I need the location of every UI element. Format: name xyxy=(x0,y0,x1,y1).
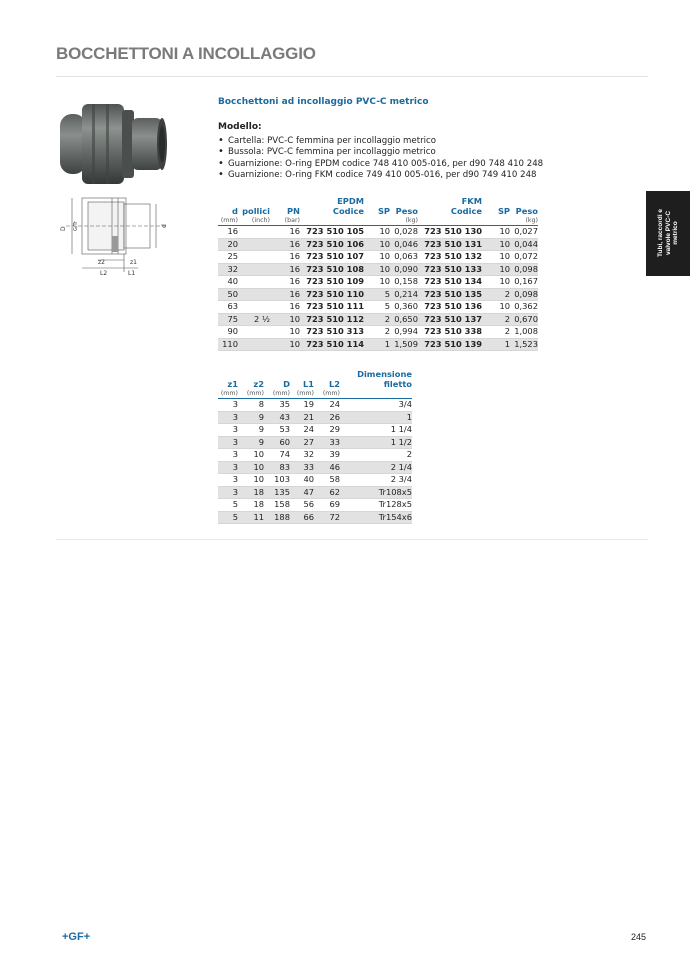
table-cell: 0,063 xyxy=(394,251,418,261)
table-cell: 723 510 114 xyxy=(306,338,364,349)
unit-label xyxy=(418,216,482,226)
title-divider xyxy=(56,76,648,77)
table-row xyxy=(218,326,538,339)
table-cell: 16 xyxy=(289,301,300,311)
page-number: 245 xyxy=(631,932,647,942)
table-cell: 43 xyxy=(279,411,290,422)
table-cell xyxy=(238,251,270,264)
table-cell: 723 510 137 xyxy=(424,313,482,324)
unit-label: (inch) xyxy=(238,216,270,226)
table-cell: 0,360 xyxy=(394,301,418,311)
table-cell: 24 xyxy=(303,424,314,434)
table-cell: 0,098 xyxy=(514,263,538,274)
list-item: • Guarnizione: O-ring EPDM codice 748 410 005-016, per d90 748 410 248 xyxy=(218,159,543,170)
table-cell: 3 xyxy=(232,411,238,422)
codes-table xyxy=(218,196,538,351)
table-cell: 62 xyxy=(329,486,340,497)
table-cell: 10 xyxy=(499,276,510,286)
table-cell: 1 1/4 xyxy=(390,424,412,434)
table-cell: 25 xyxy=(227,251,238,261)
table-cell: 2 xyxy=(406,449,412,459)
table-row xyxy=(218,449,412,462)
table-cell: 16 xyxy=(289,226,300,236)
table-row xyxy=(218,411,412,424)
table-cell: 0,027 xyxy=(514,226,538,236)
table-cell: 2 xyxy=(504,313,510,324)
table-cell: 10 xyxy=(289,313,300,324)
table-cell: 0,158 xyxy=(394,276,418,286)
table-row xyxy=(218,474,412,487)
table-cell: 10 xyxy=(499,263,510,274)
table-cell xyxy=(238,326,270,339)
table-cell: 0,994 xyxy=(394,326,418,336)
table-cell: 10 xyxy=(379,263,390,274)
table-row xyxy=(218,436,412,449)
col-header-peso2: Peso xyxy=(515,206,538,216)
technical-drawing xyxy=(58,190,174,282)
table-cell: 90 xyxy=(227,326,238,336)
table-cell: 3 xyxy=(232,461,238,472)
table-cell: 16 xyxy=(289,276,300,286)
unit-label xyxy=(300,216,364,226)
unit-label: (bar) xyxy=(270,216,300,226)
list-item: • Guarnizione: O-ring FKM codice 749 410 005-016, per d90 749 410 248 xyxy=(218,170,543,181)
unit-label: (mm) xyxy=(264,389,290,399)
table-cell: 50 xyxy=(227,288,238,299)
table-cell: 24 xyxy=(329,399,340,409)
table-cell: 58 xyxy=(329,474,340,484)
table-cell: 0,090 xyxy=(394,263,418,274)
table-cell: 723 510 130 xyxy=(424,226,482,236)
table-cell: 1,523 xyxy=(514,338,538,349)
table-cell: 5 xyxy=(232,499,238,509)
table-cell: 63 xyxy=(227,301,238,311)
drawing-label-D: D xyxy=(60,226,67,231)
table-units-row xyxy=(218,389,412,399)
table-cell: 83 xyxy=(279,461,290,472)
table-cell: Tr154x6 xyxy=(378,511,412,522)
table-cell: 10 xyxy=(289,326,300,336)
table-cell: 10 xyxy=(379,251,390,261)
table-cell: 53 xyxy=(279,424,290,434)
table-cell: 27 xyxy=(303,436,314,447)
table-cell: 723 510 112 xyxy=(306,313,364,324)
table-cell: 60 xyxy=(279,436,290,447)
table-cell: 723 510 139 xyxy=(424,338,482,349)
table-cell: 0,098 xyxy=(514,288,538,299)
table-cell: 20 xyxy=(227,238,238,249)
table-row xyxy=(218,499,412,512)
table-cell: 32 xyxy=(303,449,314,459)
table-cell: 3 xyxy=(232,449,238,459)
table-cell: 10 xyxy=(289,338,300,349)
table-cell: 723 510 135 xyxy=(424,288,482,299)
table-cell: 16 xyxy=(227,226,238,236)
table-cell: 1 xyxy=(384,338,390,349)
col-header-peso: Peso xyxy=(395,206,418,216)
unit-label xyxy=(340,389,412,399)
table-cell: 1 xyxy=(406,411,412,422)
table-cell: 35 xyxy=(279,399,290,409)
table-cell: 2 xyxy=(384,313,390,324)
table-cell: 47 xyxy=(303,486,314,497)
table-cell: 8 xyxy=(258,399,264,409)
table-cell: 10 xyxy=(379,226,390,236)
table-cell: 40 xyxy=(227,276,238,286)
col-header-epdm: EPDM Codice xyxy=(332,196,364,216)
table-cell: 10 xyxy=(253,461,264,472)
table-cell: 135 xyxy=(274,486,290,497)
product-title: Bocchettoni ad incollaggio PVC-C metrico xyxy=(218,97,429,107)
table-row xyxy=(218,263,538,276)
table-cell: 10 xyxy=(499,238,510,249)
col-header-z2: z2 xyxy=(253,379,264,389)
table-cell: 723 510 106 xyxy=(306,238,364,249)
model-list xyxy=(218,136,543,181)
table-cell: 16 xyxy=(289,263,300,274)
unit-label: (mm) xyxy=(238,389,264,399)
table-cell: 723 510 134 xyxy=(424,276,482,286)
table-cell: 66 xyxy=(303,511,314,522)
table-cell: 2 xyxy=(504,288,510,299)
gf-logo: +GF+ xyxy=(62,931,91,943)
drawing-label-L1: L1 xyxy=(128,270,136,277)
col-header-sp: SP xyxy=(377,206,390,216)
table-cell: 110 xyxy=(222,338,238,349)
table-row xyxy=(218,288,538,301)
table-cell: 723 510 111 xyxy=(306,301,364,311)
table-cell: 1 1/2 xyxy=(390,436,412,447)
table-cell: 723 510 133 xyxy=(424,263,482,274)
model-label: Modello: xyxy=(218,122,262,132)
table-cell: 10 xyxy=(253,474,264,484)
table-cell xyxy=(238,226,270,239)
section-tab-label: Tubi, raccordi e valvole PVC-C metrico xyxy=(656,209,679,257)
table-cell: 5 xyxy=(384,288,390,299)
table-cell xyxy=(238,263,270,276)
table-cell: 3 xyxy=(232,399,238,409)
table-cell: Tr108x5 xyxy=(378,486,412,497)
table-cell: 10 xyxy=(499,226,510,236)
table-cell: 10 xyxy=(379,238,390,249)
table-cell: 18 xyxy=(253,486,264,497)
table-cell xyxy=(238,301,270,314)
table-cell: 72 xyxy=(329,511,340,522)
table-cell: 10 xyxy=(499,251,510,261)
unit-label: (mm) xyxy=(290,389,314,399)
table-cell: 723 510 107 xyxy=(306,251,364,261)
col-header-d: d xyxy=(232,206,238,216)
table-row xyxy=(218,461,412,474)
table-cell: 723 510 338 xyxy=(424,326,482,336)
table-cell: 0,362 xyxy=(514,301,538,311)
table-cell: 46 xyxy=(329,461,340,472)
table-cell: 0,072 xyxy=(514,251,538,261)
table-cell: 19 xyxy=(303,399,314,409)
table-cell: 56 xyxy=(303,499,314,509)
table-cell: 21 xyxy=(303,411,314,422)
table-row xyxy=(218,424,412,437)
table-cell: 2 xyxy=(504,326,510,336)
table-cell: 1,008 xyxy=(514,326,538,336)
col-header-pollici: pollici xyxy=(242,206,270,216)
table-cell: 0,044 xyxy=(514,238,538,249)
table-cell: 723 510 105 xyxy=(306,226,364,236)
table-cell: 0,167 xyxy=(514,276,538,286)
drawing-label-L2: L2 xyxy=(100,270,108,277)
table-cell: 1 xyxy=(504,338,510,349)
table-cell: 3 xyxy=(232,486,238,497)
table-cell: 26 xyxy=(329,411,340,422)
table-cell: Tr128x5 xyxy=(378,499,412,509)
table-row xyxy=(218,238,538,251)
table-cell: 18 xyxy=(253,499,264,509)
table-cell: 2 ½ xyxy=(254,313,270,324)
dimensions-table xyxy=(218,369,412,524)
table-cell xyxy=(238,338,270,351)
col-header-L2: L2 xyxy=(328,379,340,389)
table-cell: 74 xyxy=(279,449,290,459)
table-cell: 103 xyxy=(274,474,290,484)
table-cell: 16 xyxy=(289,251,300,261)
table-cell: 32 xyxy=(227,263,238,274)
table-cell: 723 510 313 xyxy=(306,326,364,336)
table-cell: 0,028 xyxy=(394,226,418,236)
table-cell: 39 xyxy=(329,449,340,459)
table-cell: 9 xyxy=(258,411,264,422)
table-cell: 188 xyxy=(274,511,290,522)
table-cell: 29 xyxy=(329,424,340,434)
table-row xyxy=(218,399,412,412)
table-cell: 16 xyxy=(289,238,300,249)
table-cell: 2 1/4 xyxy=(390,461,412,472)
page-title: BOCCHETTONI A INCOLLAGGIO xyxy=(56,44,316,63)
unit-label xyxy=(364,216,390,226)
table-cell: 3/4 xyxy=(398,399,412,409)
unit-label: (mm) xyxy=(218,216,238,226)
table-cell: 40 xyxy=(303,474,314,484)
unit-label xyxy=(482,216,510,226)
table-cell: 723 510 108 xyxy=(306,263,364,274)
product-photo xyxy=(58,96,174,188)
table-cell xyxy=(238,288,270,301)
section-tab[interactable] xyxy=(646,191,690,276)
unit-label: (mm) xyxy=(314,389,340,399)
unit-label: (mm) xyxy=(218,389,238,399)
table-row xyxy=(218,338,538,351)
table-cell xyxy=(238,276,270,289)
table-cell: 33 xyxy=(329,436,340,447)
table-cell: 69 xyxy=(329,499,340,509)
table-row xyxy=(218,226,538,239)
table-cell: 2 3/4 xyxy=(390,474,412,484)
table-header-row xyxy=(218,196,538,216)
table-cell: 5 xyxy=(232,511,238,522)
unit-label: (kg) xyxy=(510,216,538,226)
table-cell: 33 xyxy=(303,461,314,472)
table-header-row xyxy=(218,369,412,389)
table-cell: 16 xyxy=(289,288,300,299)
table-row xyxy=(218,511,412,524)
drawing-label-d: d xyxy=(161,224,168,228)
table-cell: 0,214 xyxy=(394,288,418,299)
table-cell: 723 510 132 xyxy=(424,251,482,261)
unit-label: (kg) xyxy=(390,216,418,226)
table-cell: 9 xyxy=(258,436,264,447)
col-header-sp2: SP xyxy=(497,206,510,216)
table-row xyxy=(218,251,538,264)
table-cell: 723 510 110 xyxy=(306,288,364,299)
table-cell: 723 510 109 xyxy=(306,276,364,286)
drawing-label-z1: z1 xyxy=(130,259,137,266)
list-item: • Cartella: PVC-C femmina per incollaggio metrico xyxy=(218,136,543,147)
table-cell: 3 xyxy=(232,474,238,484)
table-cell xyxy=(238,238,270,251)
table-cell: 9 xyxy=(258,424,264,434)
col-header-pn: PN xyxy=(286,206,300,216)
content-divider xyxy=(56,539,648,540)
table-cell: 1,509 xyxy=(394,338,418,349)
table-cell: 2 xyxy=(384,326,390,336)
table-cell: 75 xyxy=(227,313,238,324)
table-cell: 5 xyxy=(384,301,390,311)
col-header-z1: z1 xyxy=(227,379,238,389)
drawing-label-z2: z2 xyxy=(98,259,105,266)
table-cell: 11 xyxy=(253,511,264,522)
col-header-D: D xyxy=(283,379,290,389)
table-cell: 0,670 xyxy=(514,313,538,324)
table-cell: 158 xyxy=(274,499,290,509)
table-cell: 723 510 131 xyxy=(424,238,482,249)
col-header-fkm: FKM Codice xyxy=(450,196,482,216)
table-cell: 3 xyxy=(232,436,238,447)
table-units-row xyxy=(218,216,538,226)
table-row xyxy=(218,313,538,326)
table-cell: 0,046 xyxy=(394,238,418,249)
drawing-label-thread: G/Tr xyxy=(73,221,79,231)
table-row xyxy=(218,276,538,289)
table-row xyxy=(218,301,538,314)
col-header-dimensione: Dimensione filetto xyxy=(357,369,412,389)
table-cell: 0,650 xyxy=(394,313,418,324)
table-row xyxy=(218,486,412,499)
table-cell: 723 510 136 xyxy=(424,301,482,311)
col-header-L1: L1 xyxy=(302,379,314,389)
table-cell: 10 xyxy=(379,276,390,286)
table-cell: 3 xyxy=(232,424,238,434)
list-item: • Bussola: PVC-C femmina per incollaggio metrico xyxy=(218,147,543,158)
table-cell: 10 xyxy=(499,301,510,311)
table-cell: 10 xyxy=(253,449,264,459)
